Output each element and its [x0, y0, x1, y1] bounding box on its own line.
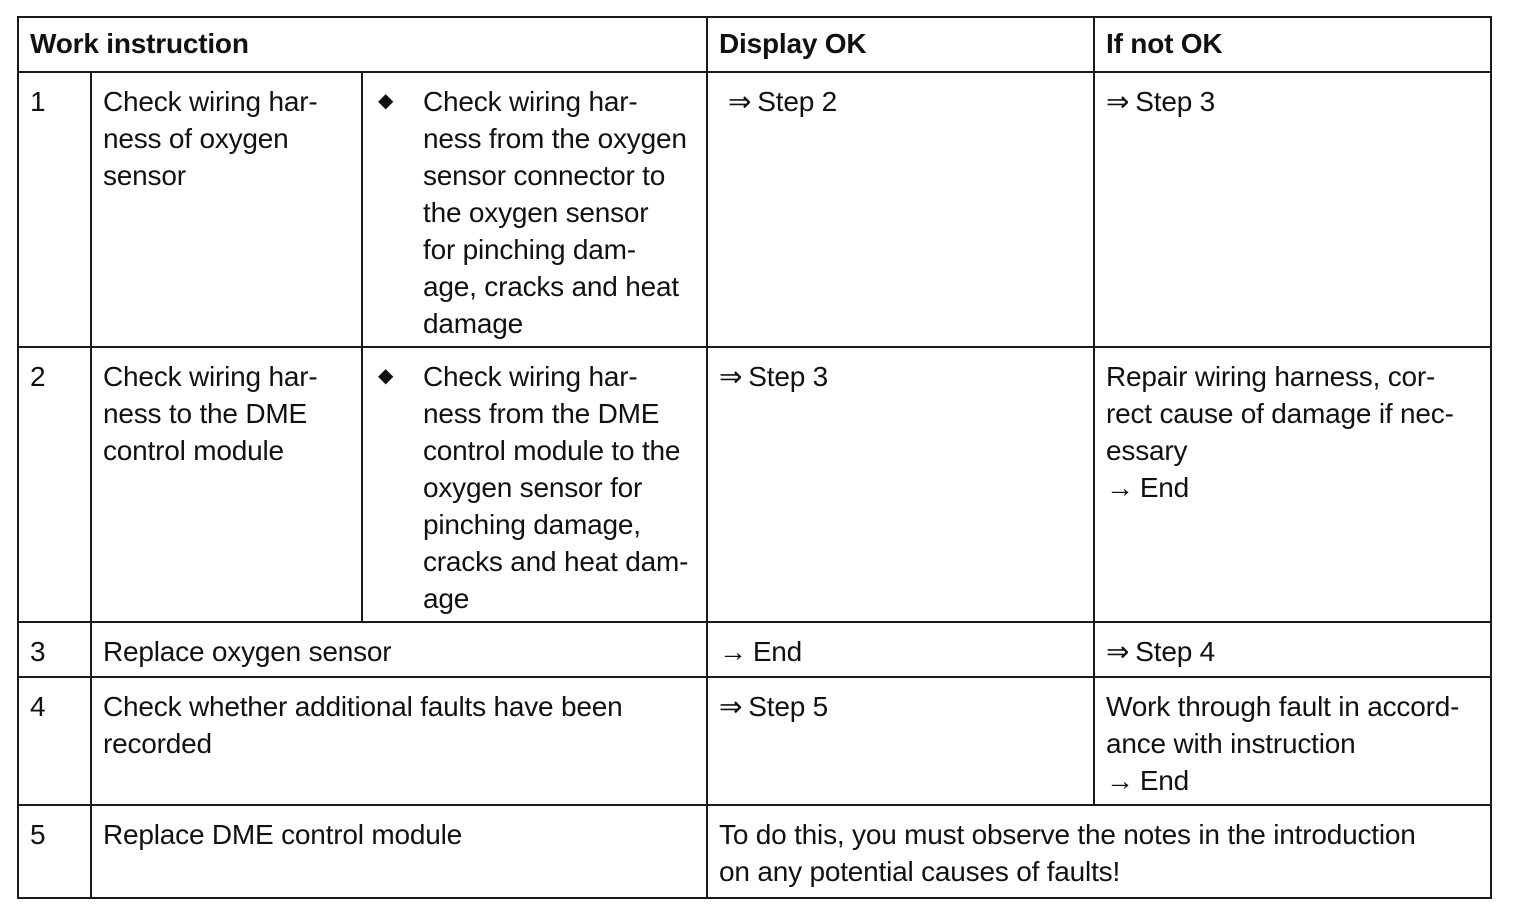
table-row [18, 677, 1491, 805]
table-row [18, 72, 1491, 347]
double-arrow-icon: ⇒ [719, 361, 743, 392]
display-ok-cell: ⇒ Step 2 [707, 72, 1094, 347]
header-display-ok: Display OK [707, 17, 1094, 72]
header-work-instruction: Work instruction [18, 17, 707, 72]
double-arrow-icon: ⇒ [728, 86, 752, 117]
header-if-not-ok: If not OK [1094, 17, 1491, 72]
arrow-right-icon: → [1106, 765, 1134, 796]
not-ok-cell: Work through fault in accord- ance with instruction → End [1094, 677, 1491, 805]
double-arrow-icon: ⇒ [719, 691, 743, 722]
action-text: Replace DME control module [91, 805, 707, 898]
table-row [18, 805, 1491, 898]
display-ok-cell: ⇒ Step 5 [707, 677, 1094, 805]
action-text: Check wiring har- ness of oxygen sensor [91, 72, 362, 347]
action-text: Check wiring har- ness to the DME control module [91, 347, 362, 622]
table-row [18, 622, 1491, 677]
arrow-right-icon: → [1106, 472, 1134, 503]
step-number: 4 [18, 677, 91, 805]
step-number: 5 [18, 805, 91, 898]
detail-text: ◆ Check wiring har- ness from the oxygen sensor connector to the oxygen sensor for pinching dam- age, cracks and heat damage [362, 72, 707, 347]
header-row [18, 17, 1491, 72]
step-number: 2 [18, 347, 91, 622]
not-ok-cell: ⇒ Step 4 [1094, 622, 1491, 677]
arrow-right-icon: → [719, 636, 747, 667]
detail-text: ◆ Check wiring har- ness from the DME control module to the oxygen sensor for pinching damage, cracks and heat dam- age [362, 347, 707, 622]
step-number: 1 [18, 72, 91, 347]
double-arrow-icon: ⇒ [1106, 636, 1130, 667]
step-number: 3 [18, 622, 91, 677]
double-arrow-icon: ⇒ [1106, 86, 1130, 117]
action-text: Replace oxygen sensor [91, 622, 707, 677]
display-ok-cell: ⇒ Step 3 [707, 347, 1094, 622]
table-row [18, 347, 1491, 622]
work-instruction-table [17, 16, 1492, 899]
not-ok-cell: ⇒ Step 3 [1094, 72, 1491, 347]
bullet-icon: ◆ [378, 365, 394, 387]
bullet-icon: ◆ [378, 90, 394, 112]
action-text: Check whether additional faults have been recorded [91, 677, 707, 805]
note-text: To do this, you must observe the notes in the introduction on any potential causes of faults! [707, 805, 1491, 898]
not-ok-cell: Repair wiring harness, cor- rect cause of damage if nec- essary → End [1094, 347, 1491, 622]
display-ok-cell: → End [707, 622, 1094, 677]
